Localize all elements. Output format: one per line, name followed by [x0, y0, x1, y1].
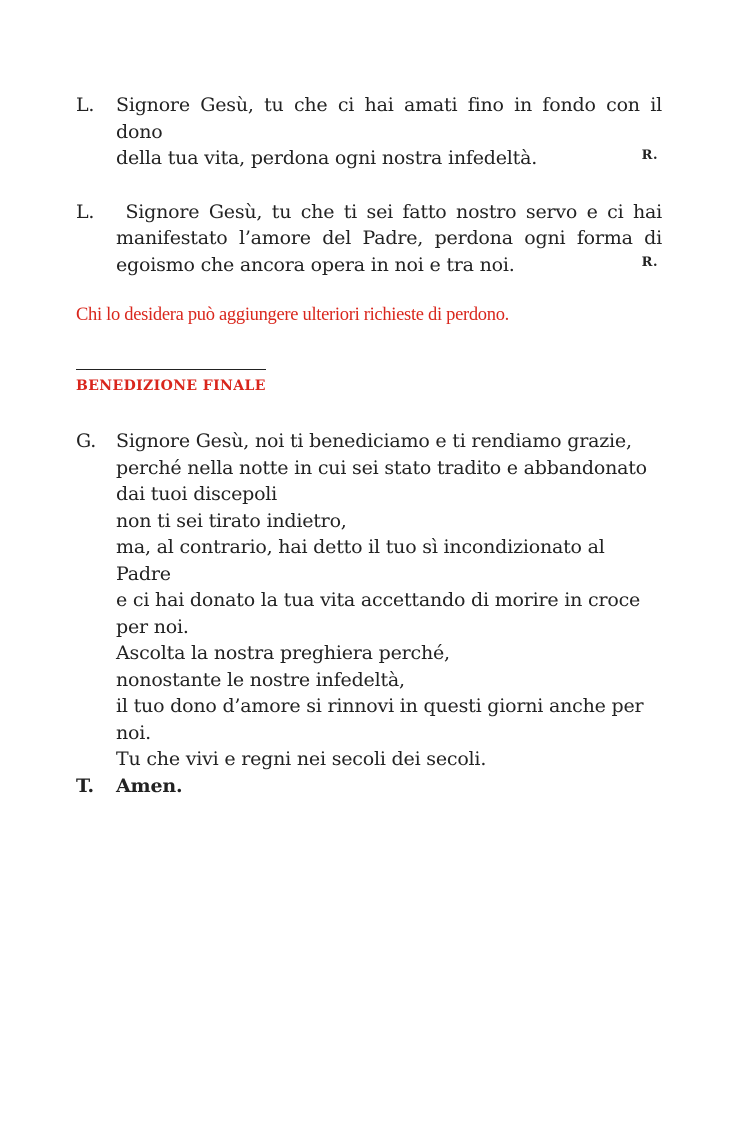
- text-line: nonostante le nostre infedeltà,: [116, 668, 405, 691]
- text-line: egoismo che ancora opera in noi e tra noi.: [116, 253, 515, 276]
- role-label: L.: [76, 200, 95, 223]
- role-label: L.: [76, 94, 95, 116]
- text-line: Signore Gesù, tu che ti sei fatto nostro servo e ci hai: [116, 200, 662, 223]
- section-divider: [76, 369, 266, 370]
- text-line: Ascolta la nostra preghiera perché,: [116, 642, 450, 664]
- text-line: della tua vita, perdona ogni nostra infedeltà.: [116, 147, 538, 169]
- text-line: Signore Gesù, tu che ci hai amati fino in fondo con il dono: [116, 94, 662, 143]
- text-line: non ti sei tirato indietro,: [116, 509, 347, 532]
- text-line: manifestato l’amore del Padre, perdona ogni forma di: [116, 227, 662, 249]
- role-label: T.: [76, 774, 94, 797]
- intercession-text: [116, 199, 662, 279]
- intercession-1: [76, 92, 662, 172]
- role-label: G.: [76, 430, 97, 452]
- text-line: Signore Gesù, noi ti benediciamo e ti rendiamo grazie,: [116, 430, 632, 452]
- text-line: ma, al contrario, hai detto il tuo sì incondizionato al Padre: [116, 536, 605, 585]
- text-line: Tu che vivi e regni nei secoli dei secoli.: [116, 748, 487, 770]
- text-line: perché nella notte in cui sei stato tradito e abbandonato: [116, 456, 647, 479]
- text-line: il tuo dono d’amore si rinnovi in questi giorni anche per noi.: [116, 695, 644, 744]
- text-line: dai tuoi discepoli: [116, 483, 278, 505]
- intercession-2: [76, 199, 662, 279]
- document-page: [76, 92, 662, 799]
- final-blessing: [76, 428, 662, 773]
- response-marker: R.: [641, 254, 658, 270]
- closing-amen: [76, 773, 662, 800]
- blessing-text: [116, 428, 662, 773]
- intercession-text: [116, 92, 662, 172]
- amen-text: Amen.: [116, 774, 183, 797]
- rubric-note: Chi lo desidera può aggiungere ulteriori richieste di perdono.: [76, 305, 509, 325]
- response-marker: R.: [641, 148, 658, 163]
- text-line: per noi.: [116, 615, 189, 638]
- section-title: BENEDIZIONE FINALE: [76, 378, 266, 394]
- text-line: e ci hai donato la tua vita accettando di morire in croce: [116, 589, 641, 611]
